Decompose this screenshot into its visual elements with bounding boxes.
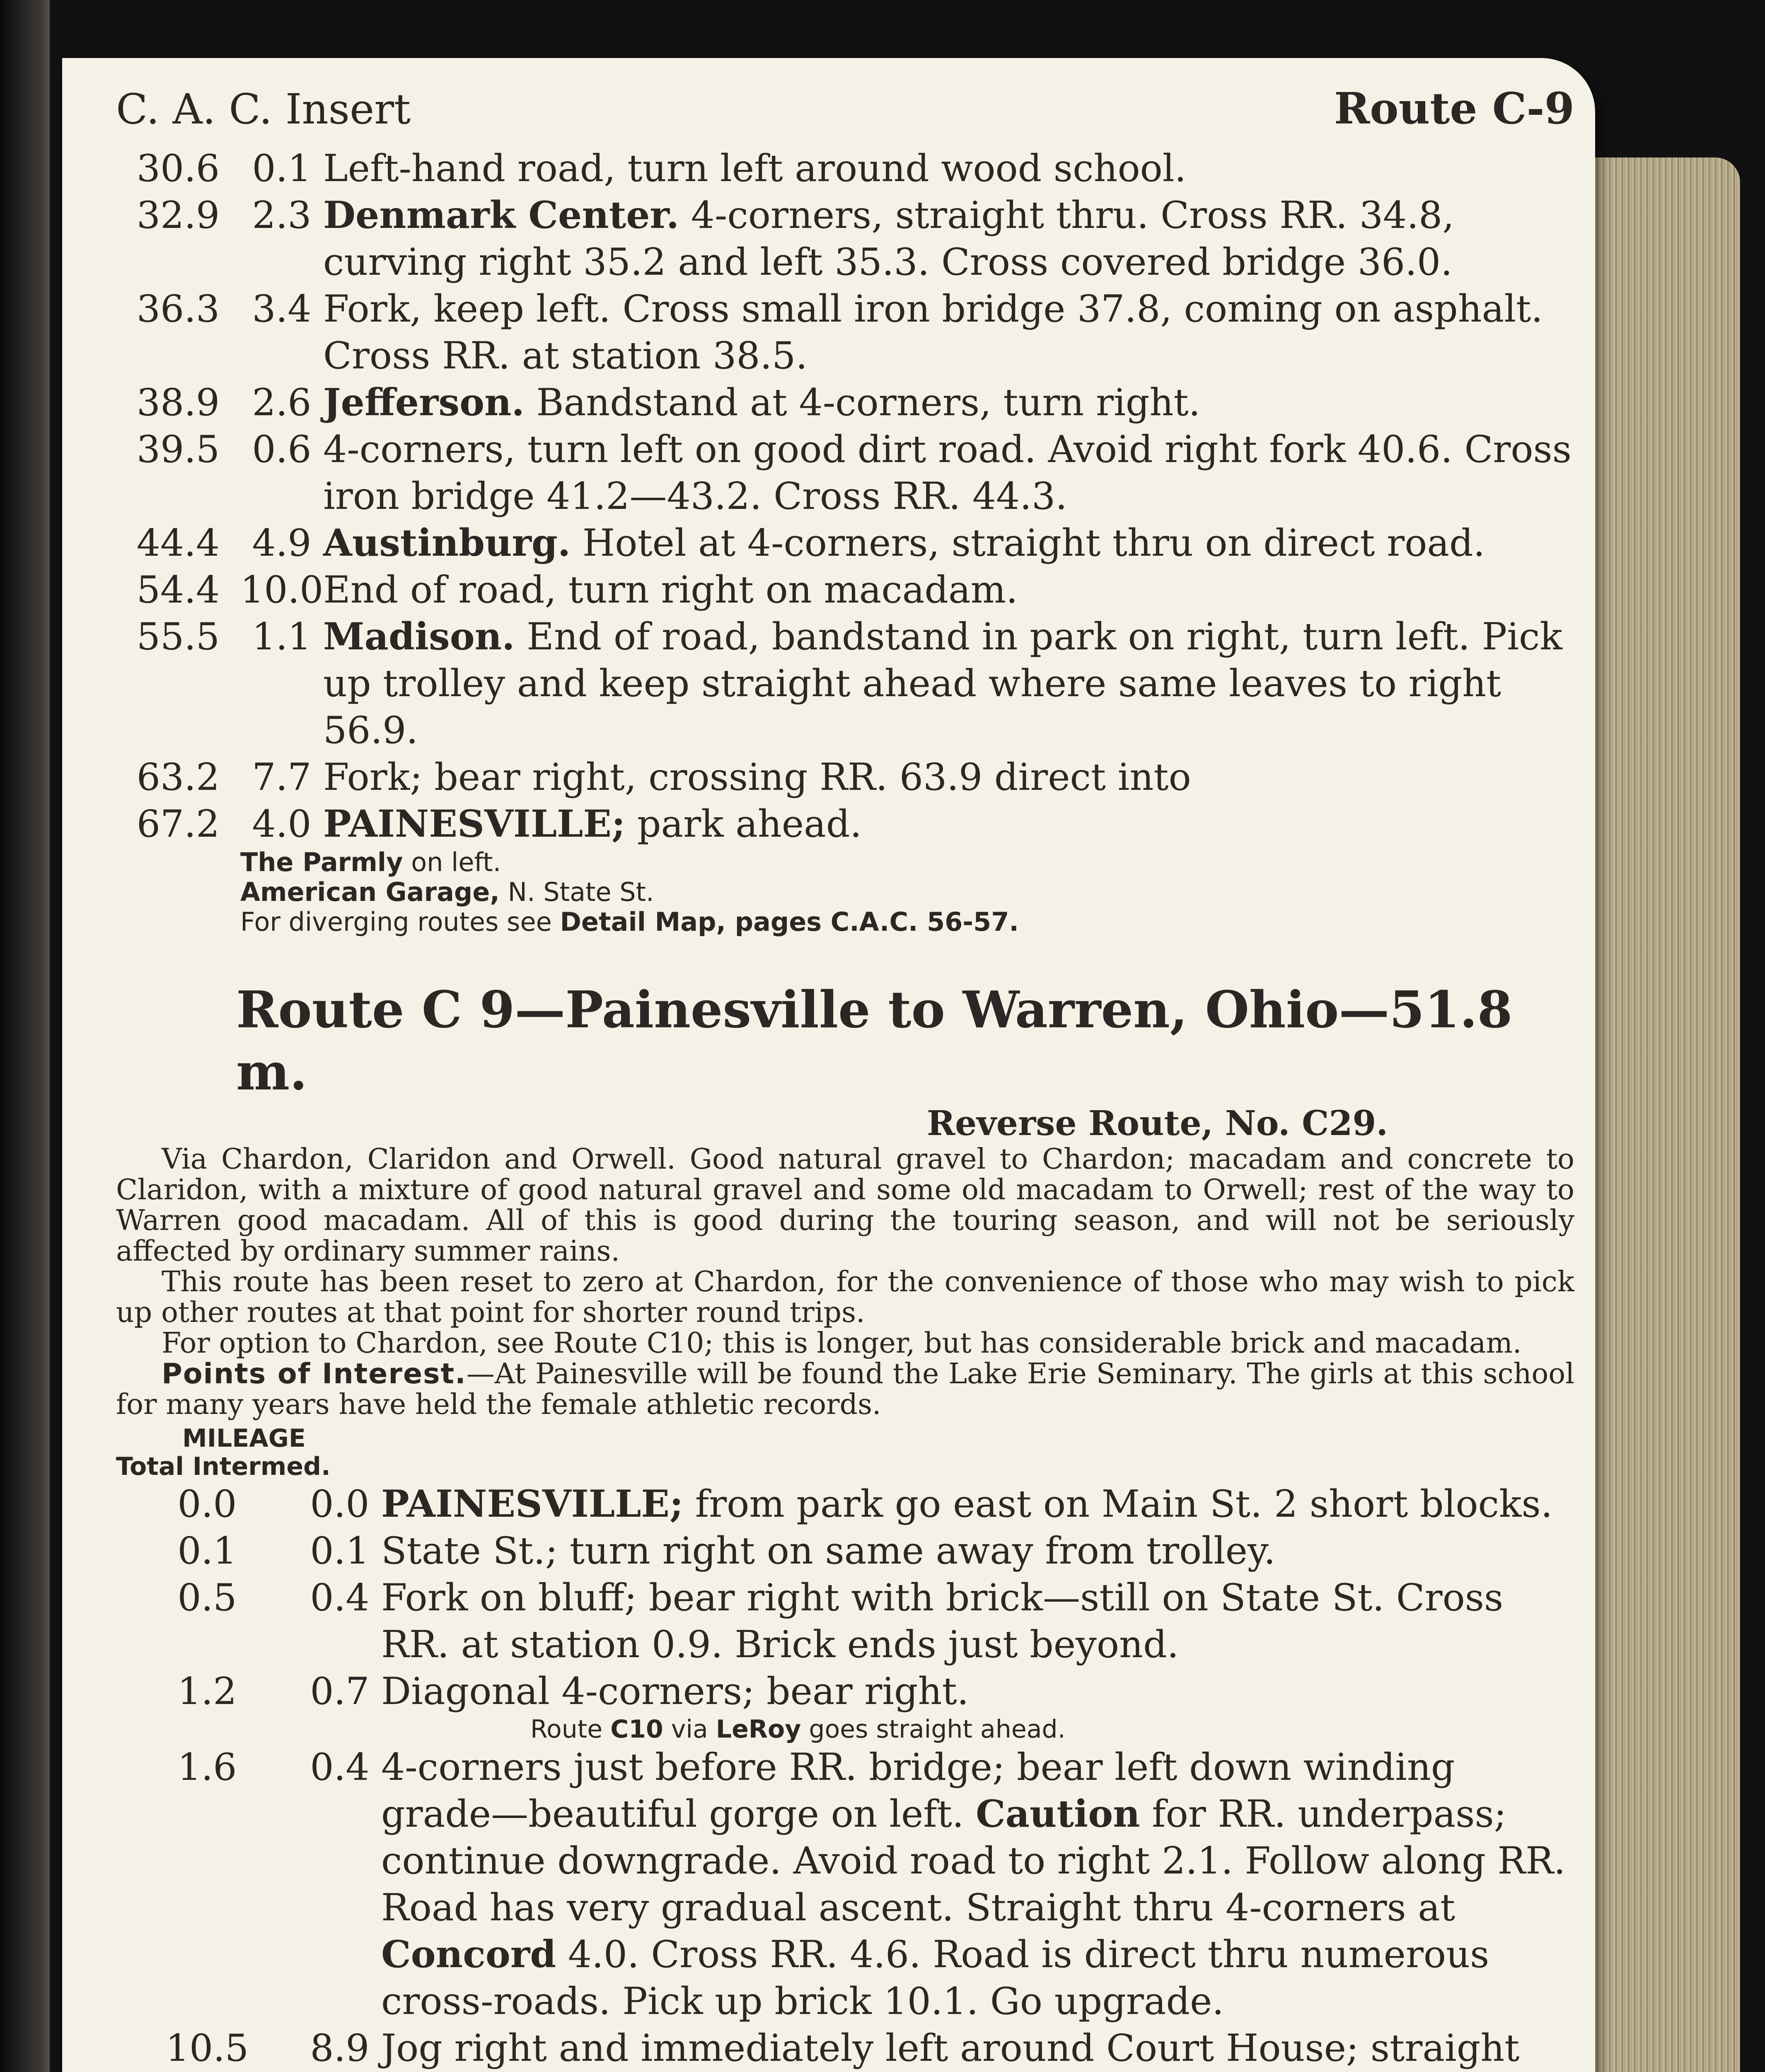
intermediate-mileage: 0.7 (310, 1670, 370, 1713)
total-mileage: 38.9 (136, 381, 220, 424)
note-text: N. State St. (499, 877, 654, 907)
note-text: on left. (403, 847, 501, 877)
route-entry (116, 613, 1574, 754)
intermediate-mileage: 0.4 (310, 1745, 370, 1789)
entry-text (323, 520, 1574, 566)
place-name: PAINESVILLE; (323, 802, 626, 846)
total-mileage: 30.6 (136, 147, 220, 190)
intermediate-mileage: 4.0 (252, 802, 312, 846)
total-mileage: 54.4 (136, 568, 220, 612)
note-bold: Detail Map, pages C.A.C. 56-57. (560, 907, 1019, 937)
book-binding (0, 0, 50, 2072)
entry-text-part: State St.; turn right on same away from trolley. (381, 1529, 1276, 1573)
total-mileage: 39.5 (136, 428, 220, 471)
entry-text-part: End of road, bandstand in park on right, turn left. Pick up trolley and keep straight ahead where same leaves to right 56.9. (323, 615, 1562, 752)
entry-text (323, 801, 1574, 847)
route-entry (116, 286, 1574, 379)
poi-text: —At Painesville will be found the Lake Erie Seminary. The girls at this school for many years have held the female athletic records. (116, 1358, 1574, 1421)
route-entry (116, 520, 1574, 566)
route-description: Via Chardon, Claridon and Orwell. Good natural gravel to Chardon; macadam and concrete to Claridon, with a mixture of good natural gravel and some old macadam to Orwell; rest of the way to Warren good macadam. All of this is good during the touring season, and will not be seriously affected by ordinary summer rains. (116, 1143, 1574, 1268)
note-line (240, 907, 1574, 937)
intermediate-mileage: 0.4 (310, 1576, 370, 1619)
route-entry (116, 1481, 1574, 1527)
entry-text (323, 754, 1574, 801)
note-text: Route (530, 1715, 611, 1744)
entry-text-part: Fork; bear right, crossing RR. 63.9 direct into (323, 755, 1191, 799)
intermediate-mileage: 1.1 (252, 615, 312, 658)
note-bold: The Parmly (240, 847, 403, 877)
total-mileage: 0.0 (177, 1482, 237, 1526)
entry-text (323, 613, 1574, 754)
note-text: goes straight ahead. (801, 1715, 1066, 1744)
total-mileage: 0.5 (177, 1576, 237, 1619)
intermediate-mileage: 0.1 (252, 147, 312, 190)
intermediate-mileage: 8.9 (310, 2026, 370, 2070)
note-text: via (663, 1715, 716, 1744)
poi-label: Points of Interest. (162, 1358, 467, 1390)
place-name: PAINESVILLE; (381, 1482, 684, 1526)
points-of-interest (116, 1359, 1574, 1420)
route-entry (116, 801, 1574, 847)
place-name: Denmark Center. (323, 193, 679, 237)
total-mileage: 10.5 (165, 2026, 249, 2070)
entry-text (323, 426, 1574, 520)
note-text: For diverging routes see (240, 907, 560, 937)
header-left: C. A. C. Insert (116, 85, 411, 133)
note-c10 (116, 1715, 1574, 1744)
entry-text-part: Diagonal 4-corners; bear right. (381, 1670, 969, 1713)
total-mileage: 1.6 (177, 1745, 237, 1789)
route-entry (116, 379, 1574, 426)
intermediate-mileage: 0.0 (310, 1482, 370, 1526)
entry-text (323, 566, 1574, 613)
entry-text-part: Fork, keep left. Cross small iron bridge 37.8, coming on asphalt. Cross RR. at station 38.5. (323, 287, 1543, 378)
route-entry (116, 192, 1574, 286)
total-mileage: 67.2 (136, 802, 220, 846)
route-title: Route C 9—Painesville to Warren, Ohio—51.8 m. (236, 980, 1513, 1101)
route-entry (116, 1574, 1574, 1668)
reverse-route: Reverse Route, No. C29. (926, 1104, 1388, 1143)
header-route: Route C-9 (1334, 83, 1574, 134)
place-name: Jefferson. (323, 380, 525, 424)
notes-top (116, 847, 1574, 937)
intermediate-mileage: 0.1 (310, 1529, 370, 1573)
note-line (240, 877, 1574, 907)
entry-text-part: Fork on bluff; bear right with brick—still on State St. Cross RR. at station 0.9. Brick ends just beyond. (381, 1576, 1504, 1666)
note-bold: American Garage, (240, 877, 500, 907)
route-entries-bottom (116, 1481, 1574, 2072)
note-bold: C10 (610, 1715, 663, 1744)
route-entry (116, 566, 1574, 613)
intermediate-mileage: 2.6 (252, 381, 312, 424)
route-entry (116, 2025, 1574, 2072)
route-reset-note: This route has been reset to zero at Chardon, for the convenience of those who may wish to pick up other routes at that point for shorter round trips. (116, 1266, 1574, 1329)
total-mileage: 36.3 (136, 287, 220, 331)
entry-text-part: 4-corners, turn left on good dirt road. Avoid right fork 40.6. Cross iron bridge 41.2—43.2. Cross RR. 44.3. (323, 428, 1572, 518)
place-name: Madison. (323, 615, 515, 658)
route-entry (116, 1527, 1574, 1574)
intermediate-mileage: 3.4 (252, 287, 312, 331)
book-page (62, 58, 1595, 2072)
mileage-label: MILEAGE (182, 1424, 306, 1453)
route-option-note: For option to Chardon, see Route C10; this is longer, but has considerable brick and macadam. (162, 1327, 1522, 1360)
route-entry (116, 1744, 1574, 2025)
entry-text (323, 192, 1574, 286)
total-mileage: 44.4 (136, 521, 220, 565)
entry-text (381, 1668, 1574, 1715)
entry-text-part: Left-hand road, turn left around wood school. (323, 147, 1187, 190)
entries-group-1 (116, 1481, 1574, 1715)
entry-bold: Concord (381, 1932, 556, 1976)
entry-text-part: Bandstand at 4-corners, turn right. (524, 381, 1201, 424)
entry-text-part: 4-corners, straight thru. Cross RR. 34.8, curving right 35.2 and left 35.3. Cross covered bridge 36.0. (323, 194, 1454, 284)
route-entry (116, 754, 1574, 801)
total-mileage: 0.1 (177, 1529, 237, 1573)
route-entry (116, 426, 1574, 520)
entry-text (381, 1481, 1574, 1527)
page-content (116, 83, 1574, 2072)
intermediate-mileage: 4.9 (252, 521, 312, 565)
note-bold: LeRoy (716, 1715, 801, 1744)
intermediate-mileage: 10.0 (240, 568, 324, 612)
entry-text (381, 1744, 1574, 2025)
entry-text-part: Hotel at 4-corners, straight thru on direct road. (571, 521, 1485, 565)
note-line (240, 847, 1574, 877)
entry-text: Jog right and immediately left around Court House; straight (381, 2026, 1520, 2070)
route-entry (116, 145, 1574, 192)
entry-text (323, 286, 1574, 379)
page-header (116, 83, 1574, 145)
entry-text-part: for RR. underpass; continue downgrade. Avoid road to right 2.1. Follow along RR. Road has very gradual ascent. Straight thru 4-corners at (381, 1792, 1566, 1929)
total-mileage: 63.2 (136, 755, 220, 799)
intermediate-mileage: 7.7 (252, 755, 312, 799)
entry-text (323, 379, 1574, 426)
entry-text-part: 4-corners just before RR. bridge; bear left down winding grade—beautiful gorge on left. (381, 1745, 1455, 1836)
entry-text-part: park ahead. (625, 802, 862, 846)
total-mileage: 32.9 (136, 194, 220, 237)
total-mileage: 1.2 (177, 1670, 237, 1713)
route-entries-top (116, 145, 1574, 847)
entry-text (323, 145, 1574, 192)
total-intermed-label: Total Intermed. (116, 1452, 331, 1481)
entry-text-part: from park go east on Main St. 2 short blocks. (683, 1482, 1553, 1526)
total-mileage: 55.5 (136, 615, 220, 658)
page-edges (1574, 157, 1740, 2072)
entry-text (381, 1527, 1574, 1574)
entry-text (381, 1574, 1574, 1668)
route-entry (116, 1668, 1574, 1715)
mileage-header (116, 1424, 1574, 1481)
entry-bold: Caution (976, 1792, 1140, 1836)
intermediate-mileage: 2.3 (252, 194, 312, 237)
intermediate-mileage: 0.6 (252, 428, 312, 471)
entry-text-part: End of road, turn right on macadam. (323, 568, 1018, 612)
place-name: Austinburg. (323, 521, 571, 565)
entry-text-part: 4.0. Cross RR. 4.6. Road is direct thru numerous cross-roads. Pick up brick 10.1. Go upgrade. (381, 1933, 1489, 2023)
